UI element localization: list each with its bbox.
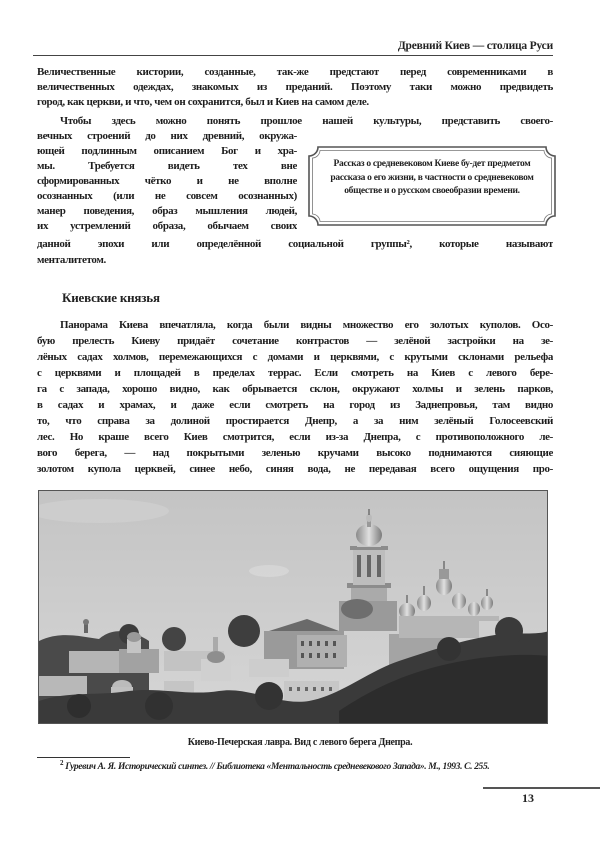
paragraph2-line: данной эпохи или определённой социальной группы², которые называют: [37, 238, 553, 250]
footnote: [60, 759, 554, 772]
running-head: Древний Киев — столица Руси: [397, 40, 553, 52]
paragraph2-line: их устремлений образа, обычаем своих: [37, 220, 297, 232]
paragraph3-line: то, что справа за долиной простирается Днепр, а за ним зелёный Голосеевский: [37, 415, 553, 427]
header-rule: [33, 55, 553, 56]
lavra-photo-image-icon: [39, 491, 548, 724]
page-number-rule: [483, 787, 600, 789]
paragraph3-line: вого берега, — над покрытыми зеленью кручами высоко поднимаются сияющие: [37, 447, 553, 459]
footnote-rule: [37, 757, 130, 758]
footnote-text: Гуревич А. Я. Исторический синтез. // Библиотека «Ментальность средневекового Запада». М., 1993. С. 255.: [65, 762, 490, 773]
page-number: 13: [522, 791, 534, 805]
lavra-photo: [38, 490, 548, 724]
paragraph1-line: город, как церкви, и что, чем он сохранится, был и Киев на самом деле.: [37, 96, 369, 108]
paragraph3-line: лес. Но краше всего Киев смотрится, если из-за Днепра, с противоположного ле-: [37, 431, 553, 443]
paragraph2-line: манер поведения, образ мышления людей,: [37, 205, 297, 217]
paragraph3-line: бую прелесть Киеву придаёт сочетание контрастов — зелёной застройки на зе-: [37, 335, 553, 347]
paragraph3-line: с церквями и площадей в пределах террас. Если смотреть на Киев с левого бере-: [37, 367, 553, 379]
paragraph3-line: лёных садах холмов, перемежающихся с домами и церквями, с крутыми склонами рельефа: [37, 351, 553, 363]
paragraph2-line: менталитетом.: [37, 254, 106, 266]
paragraph3-line: золотом купола церквей, синее небо, синяя вода, не передавая всего ощущения про-: [37, 463, 553, 475]
paragraph2-line: вечных строений до них древний, окружа-: [37, 130, 297, 142]
paragraph2-line: Чтобы здесь можно понять прошлое нашей культуры, представить своего-: [60, 115, 553, 127]
paragraph2-line: сформированных чётко и не вполне: [37, 175, 297, 187]
paragraph2-line: ющей подлинным описанием Бог и хра-: [37, 145, 297, 157]
paragraph1-line: Величественные кистории, созданные, так-же предстают перед современниками в: [37, 66, 553, 78]
footnote-marker: 2: [60, 759, 64, 767]
paragraph3-line: га с запада, хорошо видно, как обрывается склон, окружают холмы и зелень парков,: [37, 383, 553, 395]
paragraph2-line: мы. Требуется видеть тех вне: [37, 160, 297, 172]
callout-text: Рассказ о средневековом Киеве бу-дет предметом рассказа о его жизни, в частности о средневековом обществе и о русском своеобразии времени.: [330, 159, 534, 196]
figure-caption: Киево-Печерская лавра. Вид с левого берега Днепра.: [187, 737, 413, 748]
paragraph1-line: величественных одеждах, знакомых из преданий. Поэтому таки можно предвидеть: [37, 81, 553, 93]
callout-box: [308, 146, 556, 226]
paragraph2-line: осознанных (или не совсем осознанных): [37, 190, 297, 202]
paragraph3-line: Панорама Киева впечатляла, когда были видны множество его золотых куполов. Осо-: [60, 319, 553, 331]
paragraph3-line: в садах и храмах, и даже если смотреть на город из Заднепровья, там видно: [37, 399, 553, 411]
section-heading: Киевские князья: [62, 290, 160, 305]
